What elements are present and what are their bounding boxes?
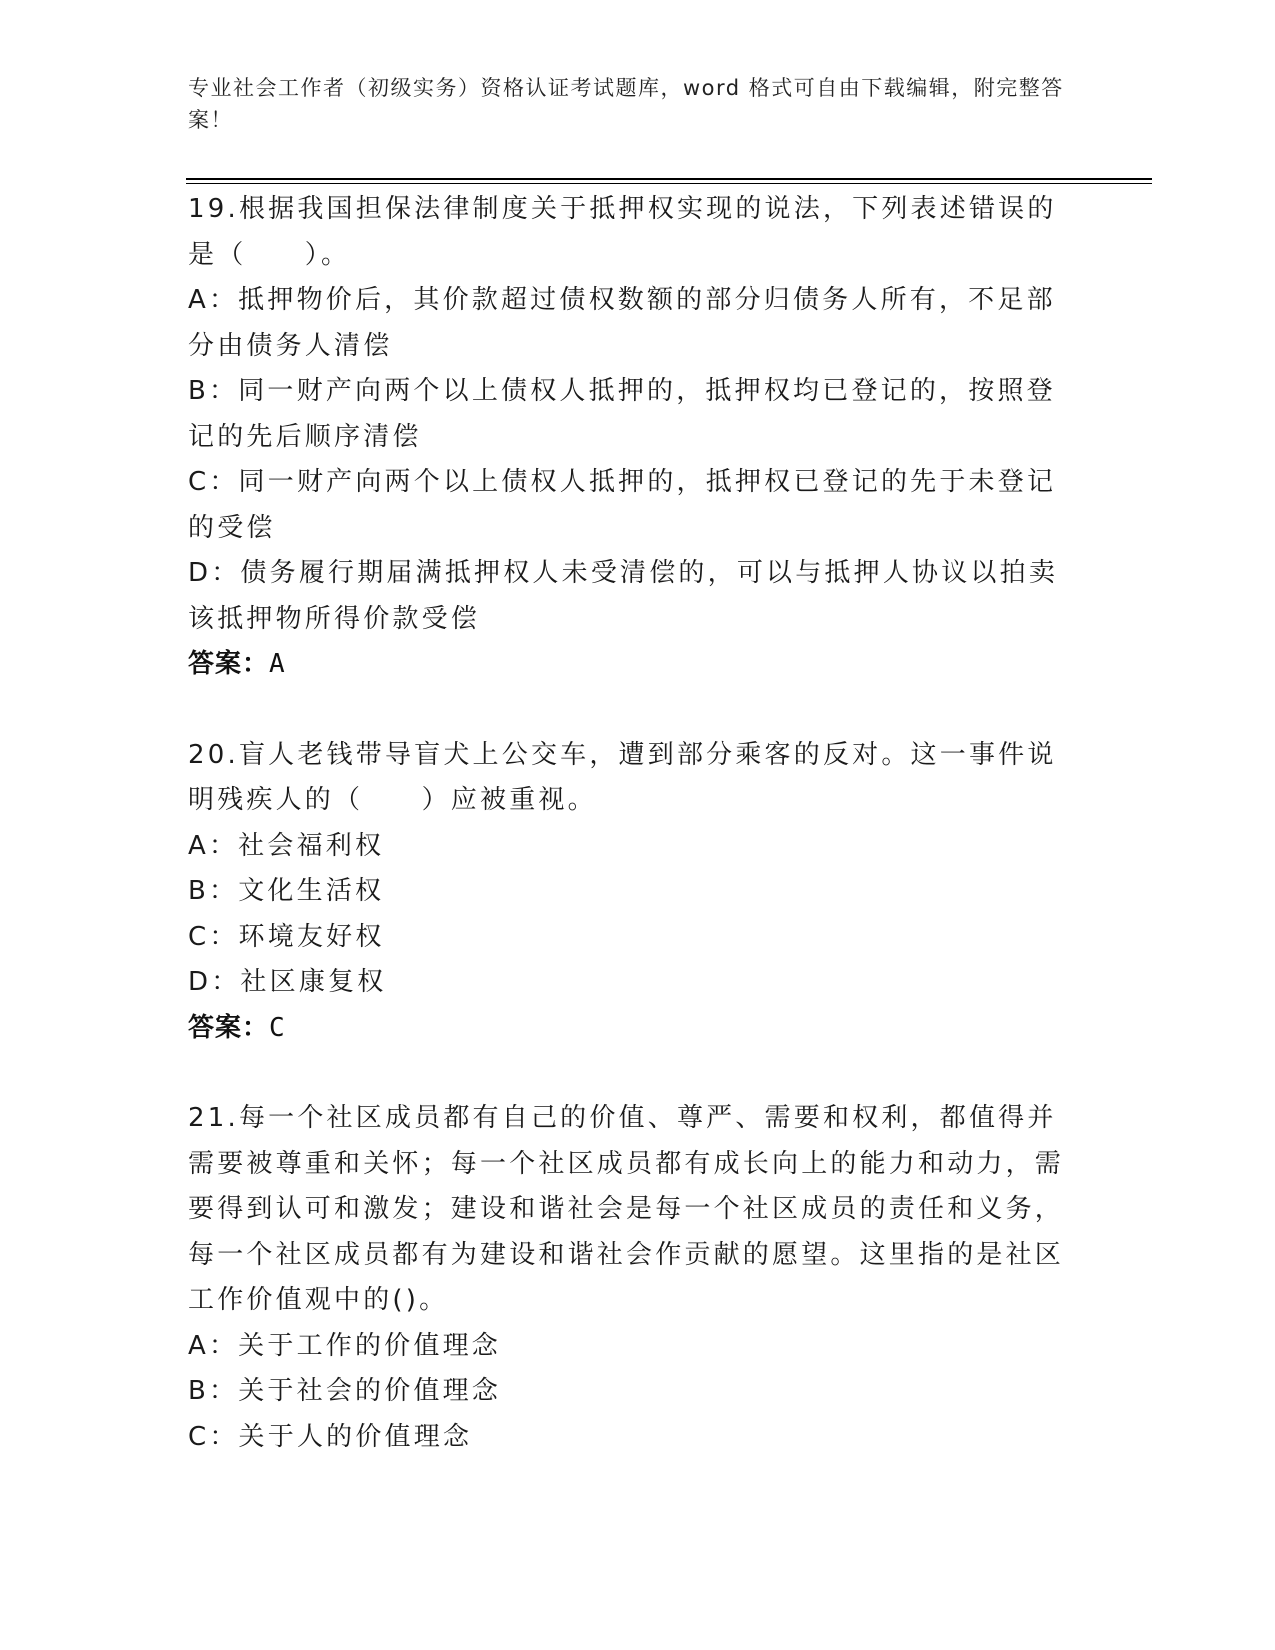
answer-line [188,1006,1078,1052]
question-stem: 19.根据我国担保法律制度关于抵押权实现的说法，下列表述错误的是（ ）。 [188,194,1057,270]
question-19 [188,187,1078,688]
question-list [188,187,1078,1505]
option-c: C：关于人的价值理念 [188,1421,473,1452]
option-a: A：关于工作的价值理念 [188,1330,501,1361]
page-header: 专业社会工作者（初级实务）资格认证考试题库，word 格式可自由下载编辑，附完整答案！ [188,76,1064,132]
option-d: D：社区康复权 [188,967,387,997]
option-b: B：同一财产向两个以上债权人抵押的，抵押权均已登记的，按照登记的先后顺序清偿 [188,376,1056,452]
answer-value: C [269,1012,286,1043]
option-a: A：社会福利权 [188,830,385,861]
question-stem: 20.盲人老钱带导盲犬上公交车，遭到部分乘客的反对。这一事件说明残疾人的（ ）应被重视。 [188,739,1057,815]
option-b: B：文化生活权 [188,876,385,906]
header-rule-thick [186,178,1152,180]
question-stem: 21.每一个社区成员都有自己的价值、尊严、需要和权利，都值得并需要被尊重和关怀；每一个社区成员都有成长向上的能力和动力，需要得到认可和激发；建设和谐社会是每一个社区成员的责任和义务，每一个社区成员都有为建设和谐社会作贡献的愿望。这里指的是社区工作价值观中的()。 [188,1103,1065,1315]
question-20 [188,733,1078,1052]
answer-line [188,642,1078,688]
option-b: B：关于社会的价值理念 [188,1376,502,1406]
option-c: C：环境友好权 [188,921,385,952]
option-c: C：同一财产向两个以上债权人抵押的，抵押权已登记的先于未登记的受偿 [188,467,1057,543]
answer-value: A [269,649,286,679]
question-21 [188,1096,1078,1460]
option-a: A：抵押物价后，其价款超过债权数额的部分归债务人所有，不足部分由债务人清偿 [188,285,1056,361]
header-rule-thin [186,183,1152,184]
answer-label: 答案： [188,1012,270,1043]
answer-label: 答案： [188,649,270,679]
option-d: D：债务履行期届满抵押权人未受清偿的，可以与抵押人协议以拍卖该抵押物所得价款受偿 [188,558,1059,634]
